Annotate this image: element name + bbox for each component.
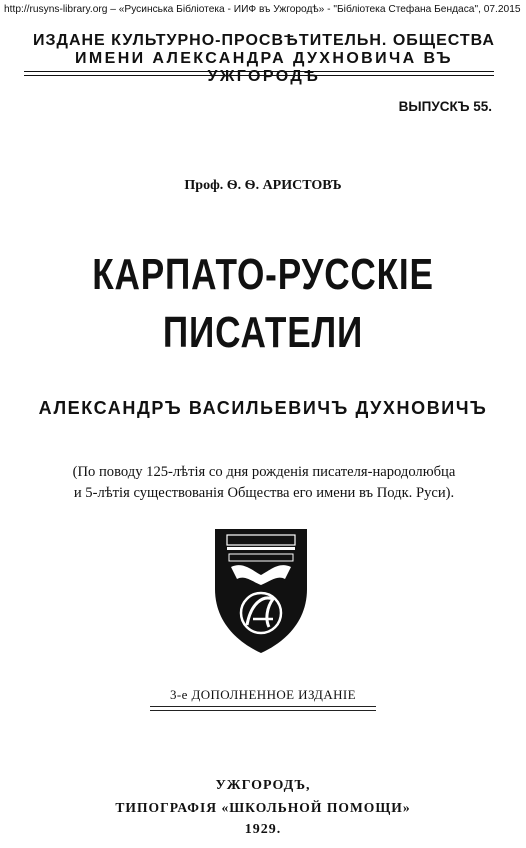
publisher-line-2: ИМЕНИ АЛЕКСАНДРА ДУХНОВИЧА ВЪ УЖГОРОДѢ xyxy=(75,50,453,85)
imprint-press: ТИПОГРАФІЯ «ШКОЛЬНОЙ ПОМОЩИ» xyxy=(115,800,411,815)
edition-rule xyxy=(150,706,376,711)
occasion-line-1: (По поводу 125-лѣтія со дня рожденія писателя-народолюбца xyxy=(72,464,456,480)
author: Проф. Ѳ. Ѳ. АРИСТОВЪ xyxy=(184,178,342,193)
imprint-city: УЖГОРОДЪ, xyxy=(215,778,311,793)
publisher-rule xyxy=(24,71,494,76)
title-line-2: ПИСАТЕЛИ xyxy=(162,308,364,357)
occasion-line-2: и 5-лѣтія существованія Общества его имени въ Подк. Руси). xyxy=(73,485,455,501)
publisher-line-1: ИЗДАНЕ КУЛЬТУРНО-ПРОСВѢТИТЕЛЬН. ОБЩЕСТВА xyxy=(33,32,495,49)
source-line: http://rusyns-library.org – «Русинська Бібліотека - ИИФ въ Ужгородѣ» - "Бібліотека Стефана Бендаса", 07.2015 xyxy=(4,4,521,15)
imprint-year: 1929. xyxy=(244,822,282,837)
shield-emblem-icon xyxy=(213,527,309,655)
issue-number: ВЫПУСКЪ 55. xyxy=(398,99,492,114)
publisher-block xyxy=(24,32,504,86)
occasion-note xyxy=(14,462,514,504)
subject-name: АЛЕКСАНДРЪ ВАСИЛЬЕВИЧЪ ДУХНОВИЧЪ xyxy=(38,398,488,418)
edition-note: 3-е ДОПОЛНЕННОЕ ИЗДАНІЕ xyxy=(170,687,356,702)
title-line-1: КАРПАТО-РУССКІЕ xyxy=(92,250,434,299)
